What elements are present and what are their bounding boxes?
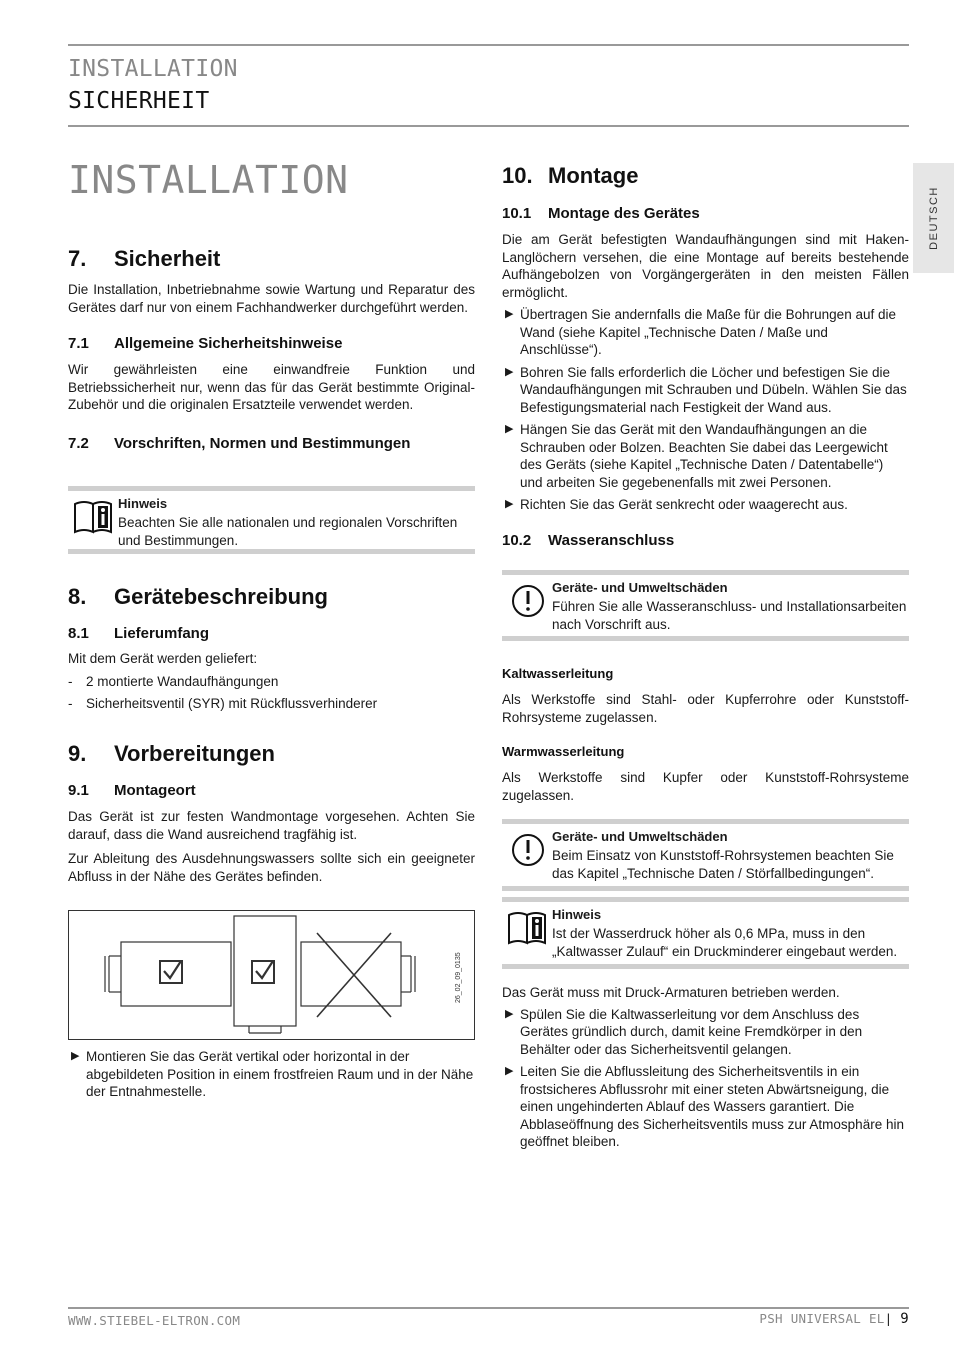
footer-website: WWW.STIEBEL-ELTRON.COM <box>68 1313 241 1328</box>
section-10 <box>502 163 909 549</box>
warning-exclamation-icon <box>506 829 550 869</box>
section-7-1-heading: 7.1 Allgemeine Sicherheitshinweise <box>68 335 343 352</box>
kaltwasser-block <box>502 666 909 804</box>
section-9 <box>68 741 475 885</box>
section-8 <box>68 584 475 718</box>
warning-title: Geräte- und Umweltschäden <box>552 580 728 595</box>
section-9-1-text-2: Zur Ableitung des Ausdehnungswassers sollte sich ein geeigneter Abfluss in der Nähe des Gerätes befinden. <box>68 851 475 884</box>
info-book-icon <box>506 907 550 947</box>
instruction-item: ▶ Richten Sie das Gerät senkrecht oder waagerecht aus. <box>505 497 848 512</box>
list-item: - Sicherheitsventil (SYR) mit Rückflussverhinderer <box>68 696 378 711</box>
warning-title: Geräte- und Umweltschäden <box>552 829 728 844</box>
list-item: - 2 montierte Wandaufhängungen <box>68 673 279 689</box>
warning-exclamation-icon <box>506 580 550 620</box>
instruction-item: ▶ Montieren Sie das Gerät vertikal oder horizontal in der abgebildeten Position in einem frostfreien Raum und in der Nähe der Entnahmestelle. <box>71 1049 474 1099</box>
section-10-heading: 10. Montage <box>502 163 639 188</box>
figure-code: 26_02_09_0135 <box>455 952 462 1003</box>
arrow-icon: ▶ <box>505 498 514 510</box>
warning-text: Führen Sie alle Wasseranschluss- und Installationsarbeiten nach Vorschrift aus. <box>552 599 907 632</box>
mounting-positions-illustration <box>69 911 474 1039</box>
arrow-icon: ▶ <box>505 365 514 378</box>
mounting-figure <box>68 910 475 1040</box>
section-10-1-heading: 10.1 Montage des Gerätes <box>502 205 700 222</box>
instruction-item: ▶ Bohren Sie falls erforderlich die Löcher und befestigen Sie die Wandaufhängungen mit Schrauben und Dübeln. Wählen Sie das Befestigungsmaterial nach Festigkeit der Wand aus. <box>505 364 907 415</box>
page-title: INSTALLATION <box>68 158 349 202</box>
section-7-2-heading: 7.2 Vorschriften, Normen und Bestimmungen <box>68 434 411 452</box>
instruction-item: ▶ Hängen Sie das Gerät mit den Wandaufhängungen an die Schrauben oder Bolzen. Beachten Sie dabei das Leergewicht des Geräts (siehe Kapitel „Technische Daten / Datentabelle“) und arbeiten Sie gegebenenfalls mit zwei Personen. <box>505 422 888 490</box>
page-number: 9 <box>900 1311 909 1327</box>
section-10-1-text: Die am Gerät befestigten Wandaufhängungen sind mit Haken-Langlöchern versehen, die eine Montage auf bereits bestehende Aufhängebolzen von Vorgängergeräten in den meisten Fällen ermöglicht. <box>502 232 909 300</box>
header-bottom-rule <box>68 125 909 127</box>
warning-box-1 <box>502 570 909 641</box>
note-text: Ist der Wasserdruck höher als 0,6 MPa, muss in den „Kaltwasser Zulauf“ ein Druckminderer eingebaut werden. <box>552 926 898 959</box>
arrow-icon: ▶ <box>505 308 514 320</box>
language-tab <box>913 163 954 273</box>
note-box-7-2 <box>68 486 475 554</box>
arrow-icon: ▶ <box>505 1007 514 1020</box>
delivery-list <box>68 673 475 713</box>
section-8-1-heading: 8.1 Lieferumfang <box>68 625 210 642</box>
section-9-bullets <box>68 1048 475 1106</box>
kaltwasser-text: Als Werkstoffe sind Stahl- oder Kupferrohre oder Kunststoff-Rohrsysteme zugelassen. <box>502 692 909 725</box>
header-chapter: INSTALLATION <box>68 56 238 82</box>
note-text: Beachten Sie alle nationalen und regionalen Vorschriften und Bestimmungen. <box>118 515 458 548</box>
section-10-1-instructions <box>502 306 909 514</box>
language-tab-label: DEUTSCH <box>927 186 940 250</box>
footer-product: PSH UNIVERSAL EL <box>759 1311 885 1326</box>
note-title: Hinweis <box>118 496 168 511</box>
header-section: SICHERHEIT <box>68 88 210 114</box>
info-book-icon <box>72 496 116 536</box>
section-10-2-body <box>502 984 909 1156</box>
warning-text: Beim Einsatz von Kunststoff-Rohrsystemen beachten Sie das Kapitel „Technische Daten / Störfallbedingungen“. <box>552 848 894 881</box>
vertical-mount-ok <box>234 916 296 1033</box>
horizontal-mount-ok <box>105 942 231 1006</box>
arrow-icon: ▶ <box>71 1050 80 1062</box>
section-7-heading: 7. Sicherheit <box>68 246 221 271</box>
warning-box-2 <box>502 819 909 891</box>
section-7-text: Die Installation, Inbetriebnahme sowie Wartung und Reparatur des Gerätes darf nur von einem Fachhandwerker durchgeführt werden. <box>68 282 475 315</box>
section-8-heading: 8. Gerätebeschreibung <box>68 584 328 609</box>
section-10-2-heading: 10.2 Wasseranschluss <box>502 531 675 549</box>
section-9-1-text-1: Das Gerät ist zur festen Wandmontage vorgesehen. Achten Sie darauf, dass die Wand ausreichend tragfähig ist. <box>68 809 475 842</box>
footer-separator: | <box>884 1311 893 1326</box>
warmwasser-text: Als Werkstoffe sind Kupfer oder Kunststoff-Rohrsysteme zugelassen. <box>502 770 909 803</box>
invalid-mount-crossed <box>301 933 415 1017</box>
armatur-text: Das Gerät muss mit Druck-Armaturen betrieben werden. <box>502 985 840 1000</box>
arrow-icon: ▶ <box>505 1065 514 1077</box>
section-9-1-heading: 9.1 Montageort <box>68 782 196 799</box>
section-10-2-instructions <box>502 1006 909 1151</box>
warmwasser-heading: Warmwasserleitung <box>502 744 625 759</box>
instruction-item: ▶ Übertragen Sie andernfalls die Maße für die Bohrungen auf die Wand (siehe Kapitel „Technische Daten / Maße und Anschlüsse“). <box>505 307 896 357</box>
section-8-1-intro: Mit dem Gerät werden geliefert: <box>68 651 258 666</box>
footer-rule <box>68 1307 909 1309</box>
footer-page-info <box>759 1311 909 1327</box>
section-9-heading: 9. Vorbereitungen <box>68 741 275 766</box>
instruction-item: ▶ Leiten Sie die Abflussleitung des Sicherheitsventils in ein frostsicheres Abflussrohr mit einer steten Abwärtsneigung, die einen ungehinderten Ablauf des Wassers garantiert. Die Abblaseöffnung des Sicherheitsventils muss zur Atmosphäre hin geöffnet bleiben. <box>505 1064 904 1149</box>
arrow-icon: ▶ <box>505 423 514 435</box>
note-title: Hinweis <box>552 907 602 922</box>
kaltwasser-heading: Kaltwasserleitung <box>502 666 614 681</box>
section-7-1-text: Wir gewährleisten eine einwandfreie Funktion und Betriebssicherheit nur, wenn das für das Gerät bestimmte Original-Zubehör und die originalen Ersatzteile verwendet werden. <box>68 362 475 412</box>
header-top-rule <box>68 44 909 46</box>
note-box-10-2 <box>502 897 909 969</box>
instruction-item: ▶ Spülen Sie die Kaltwasserleitung vor dem Anschluss des Gerätes gründlich durch, damit keine Fremdkörper in den Behälter oder das Sicherheitsventil gelangen. <box>505 1006 863 1057</box>
section-7 <box>68 246 475 452</box>
